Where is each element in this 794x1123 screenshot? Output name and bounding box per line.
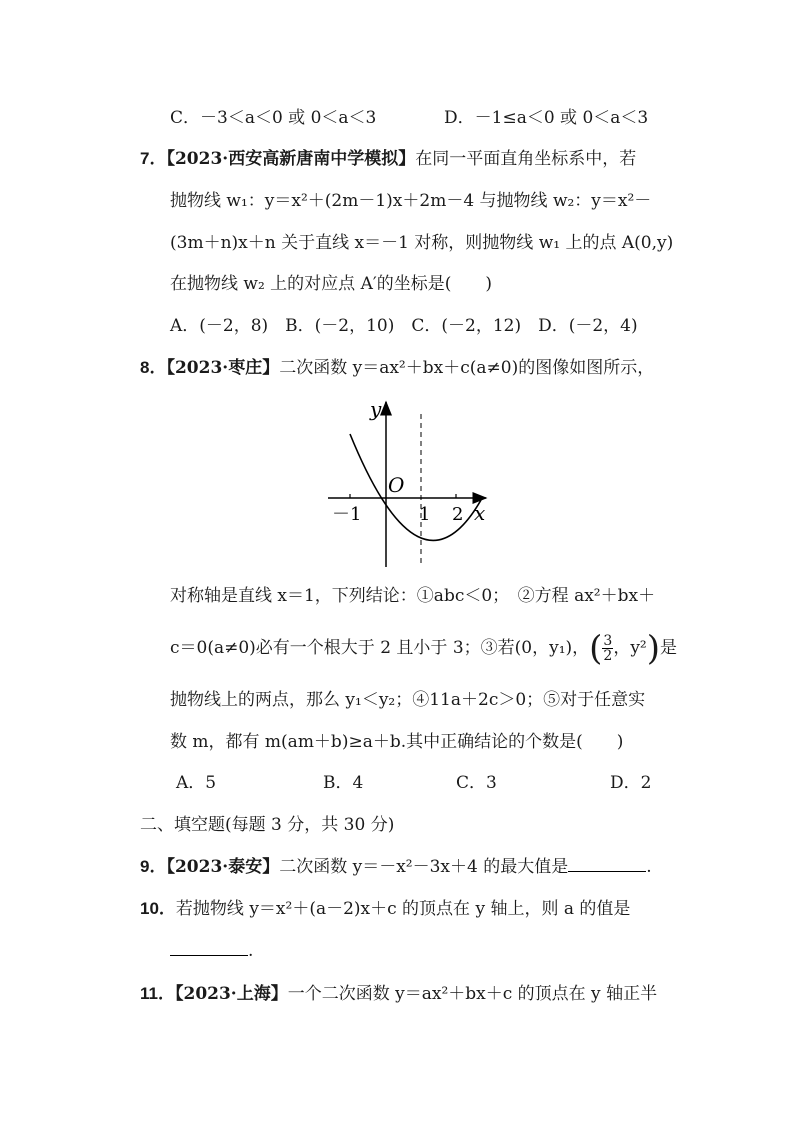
q8-text-1: 二次函数 y＝ax²＋bx＋c(a≠0)的图像如图所示， bbox=[279, 358, 655, 378]
q6-option-c: C．－3＜a＜0 或 0＜a＜3 bbox=[170, 108, 377, 128]
q8-point-tail: ，y² bbox=[613, 638, 647, 658]
q8-number: 8． bbox=[140, 358, 167, 377]
q7-line-3: (3m＋n)x＋n 关于直线 x＝－1 对称，则抛物线 w₁ 上的点 A(0,y) bbox=[170, 233, 674, 253]
q8-option-a: A．5 bbox=[176, 773, 217, 793]
q10-text: 若抛物线 y＝x²＋(a－2)x＋c 的顶点在 y 轴上，则 a 的值是 bbox=[175, 899, 631, 919]
q10-line bbox=[140, 897, 630, 921]
origin-label: O bbox=[388, 473, 405, 497]
q9-number: 9． bbox=[140, 857, 167, 876]
q9-end: . bbox=[646, 857, 652, 877]
q9-text: 二次函数 y＝－x²－3x＋4 的最大值是 bbox=[279, 857, 569, 877]
q9-source: 【2023·泰安】 bbox=[166, 857, 280, 877]
tick-label-1: 1 bbox=[419, 504, 431, 525]
q10-answer-blank[interactable] bbox=[170, 941, 248, 956]
y-axis-label: y bbox=[370, 397, 382, 421]
q7-number: 7． bbox=[140, 149, 167, 168]
q7-line-2: 抛物线 w₁：y＝x²＋(2m－1)x＋2m－4 与抛物线 w₂：y＝x²－ bbox=[170, 191, 652, 211]
q7-line-4: 在抛物线 w₂ 上的对应点 A′的坐标是( ) bbox=[170, 274, 492, 294]
q8-line-4: 抛物线上的两点，那么 y₁＜y₂；④11a＋2c＞0；⑤对于任意实 bbox=[170, 690, 646, 710]
q7-line-1 bbox=[140, 147, 636, 171]
q7-options: A．(－2，8) B．(－2，10) C．(－2，12) D．(－2，4) bbox=[170, 316, 638, 336]
q9-answer-blank[interactable] bbox=[568, 857, 646, 872]
q8-line-1 bbox=[140, 356, 654, 380]
q8-option-d: D．2 bbox=[610, 773, 652, 793]
q11-source: 【2023·上海】 bbox=[174, 984, 288, 1004]
q11-text: 一个二次函数 y＝ax²＋bx＋c 的顶点在 y 轴正半 bbox=[287, 984, 658, 1004]
left-paren: ( bbox=[589, 628, 603, 669]
q9-line bbox=[140, 855, 652, 879]
right-paren: ) bbox=[646, 628, 661, 669]
q8-line-2: 对称轴是直线 x＝1，下列结论：①abc＜0； ②方程 ax²＋bx＋ bbox=[170, 586, 656, 606]
fraction-three-halves bbox=[602, 634, 613, 663]
q11-line bbox=[140, 982, 657, 1006]
fraction-numerator: 3 bbox=[603, 633, 613, 649]
q10-answer-line bbox=[170, 939, 253, 963]
q8-line-5: 数 m，都有 m(am＋b)≥a＋b.其中正确结论的个数是( ) bbox=[170, 732, 624, 752]
fraction-denominator: 2 bbox=[603, 648, 613, 664]
q8-line-3 bbox=[170, 628, 678, 669]
q8-text-3-end: 是 bbox=[660, 638, 678, 658]
q8-option-b: B．4 bbox=[323, 773, 364, 793]
q6-option-d: D．－1≤a＜0 或 0＜a＜3 bbox=[444, 108, 649, 128]
section-2-title: 二、填空题(每题 3 分，共 30 分) bbox=[140, 815, 395, 835]
tick-label-neg1: －1 bbox=[332, 504, 362, 525]
q10-end: . bbox=[248, 941, 254, 961]
x-axis-label: x bbox=[474, 501, 486, 525]
q7-source: 【2023·西安高新唐南中学模拟】 bbox=[166, 149, 416, 169]
q11-number: 11． bbox=[140, 984, 175, 1003]
q8-source: 【2023·枣庄】 bbox=[166, 358, 280, 378]
q7-text-1: 在同一平面直角坐标系中，若 bbox=[415, 149, 637, 169]
parabola-graph bbox=[320, 392, 500, 572]
q8-text-3: c＝0(a≠0)必有一个根大于 2 且小于 3；③若(0，y₁)， bbox=[170, 638, 590, 658]
q10-number: 10． bbox=[140, 899, 176, 918]
tick-label-2: 2 bbox=[452, 504, 464, 525]
q8-option-c: C．3 bbox=[456, 773, 497, 793]
